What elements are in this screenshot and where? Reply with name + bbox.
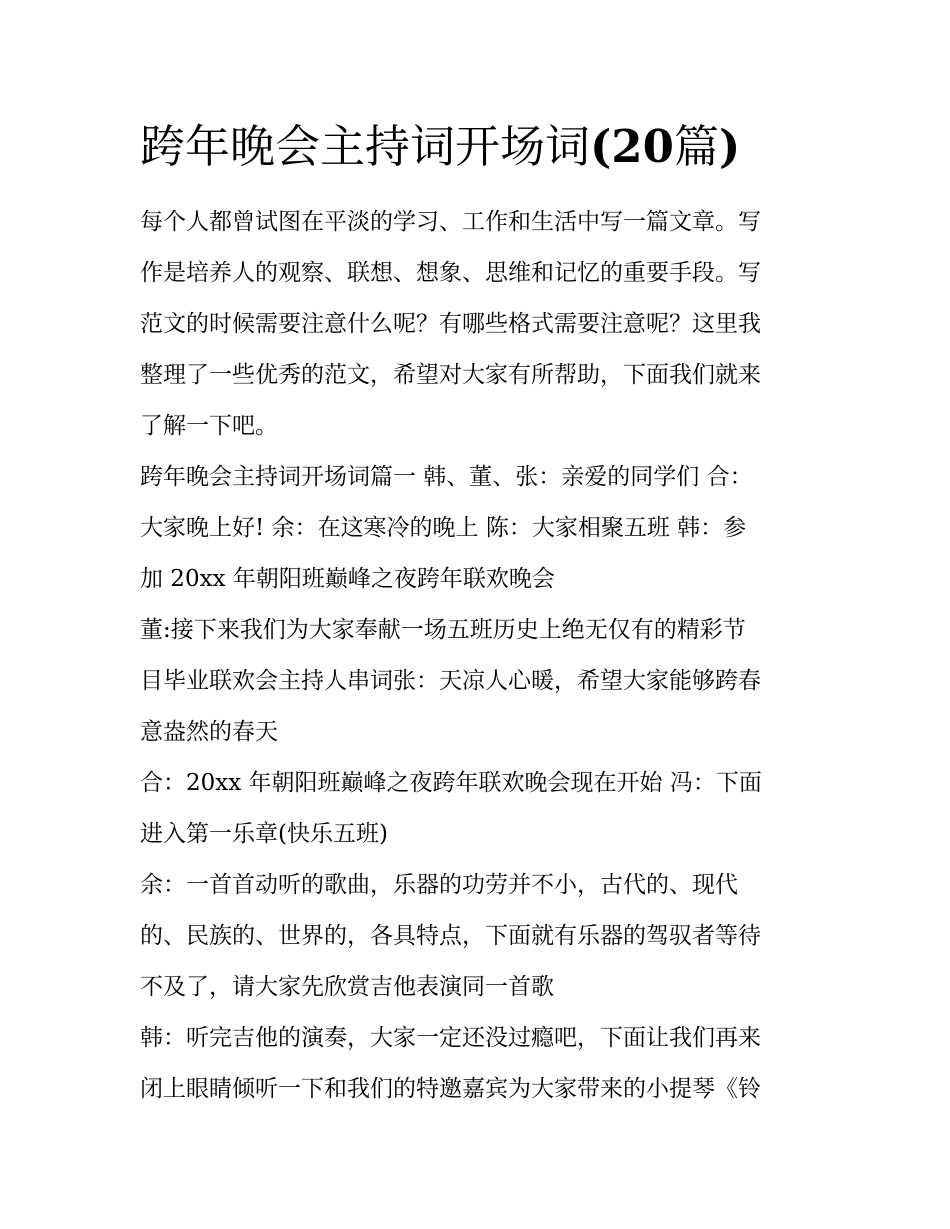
body-line: 合：20xx 年朝阳班巅峰之夜跨年联欢晚会现在开始 冯：下面 [140,770,762,796]
body-line: 大家晚上好! 余：在这寒冷的晚上 陈：大家相聚五班 韩：参 [140,515,747,541]
body-line: 目毕业联欢会主持人串词张：天凉人心暖，希望大家能够跨春 [140,668,761,694]
body-line: 余：一首首动听的歌曲，乐器的功劳并不小，古代的、现代 [140,872,738,898]
body-line: 了解一下吧。 [140,413,278,439]
title-close: ) [718,120,741,173]
body-line: 整理了一些优秀的范文，希望对大家有所帮助，下面我们就来 [140,362,761,388]
body-line: 韩：听完吉他的演奏，大家一定还没过瘾吧，下面让我们再来 [140,1025,761,1051]
title-count: (20 [590,120,674,173]
body-line: 加 20xx 年朝阳班巅峰之夜跨年联欢晚会 [140,566,555,592]
body-line: 闭上眼睛倾听一下和我们的特邀嘉宾为大家带来的小提琴《铃 [140,1076,761,1102]
body-line: 不及了，请大家先欣赏吉他表演同一首歌 [140,974,554,1000]
body-line: 的、民族的、世界的，各具特点，下面就有乐器的驾驭者等待 [140,923,761,949]
document-title [140,112,840,182]
body-line: 意盎然的春天 [140,719,278,745]
document-body [140,197,816,1115]
body-line: 每个人都曾试图在平淡的学习、工作和生活中写一篇文章。写 [140,209,761,235]
body-line: 作是培养人的观察、联想、想象、思维和记忆的重要手段。写 [140,260,761,286]
body-line: 范文的时候需要注意什么呢？有哪些格式需要注意呢？这里我 [140,311,761,337]
body-line: 进入第一乐章(快乐五班) [140,821,388,847]
body-line: 董:接下来我们为大家奉献一场五班历史上绝无仅有的精彩节 [140,617,746,643]
body-line: 跨年晚会主持词开场词篇一 韩、董、张：亲爱的同学们 合： [140,464,753,490]
title-main: 跨年晚会主持词开场词 [140,120,591,173]
title-unit: 篇 [673,120,719,173]
